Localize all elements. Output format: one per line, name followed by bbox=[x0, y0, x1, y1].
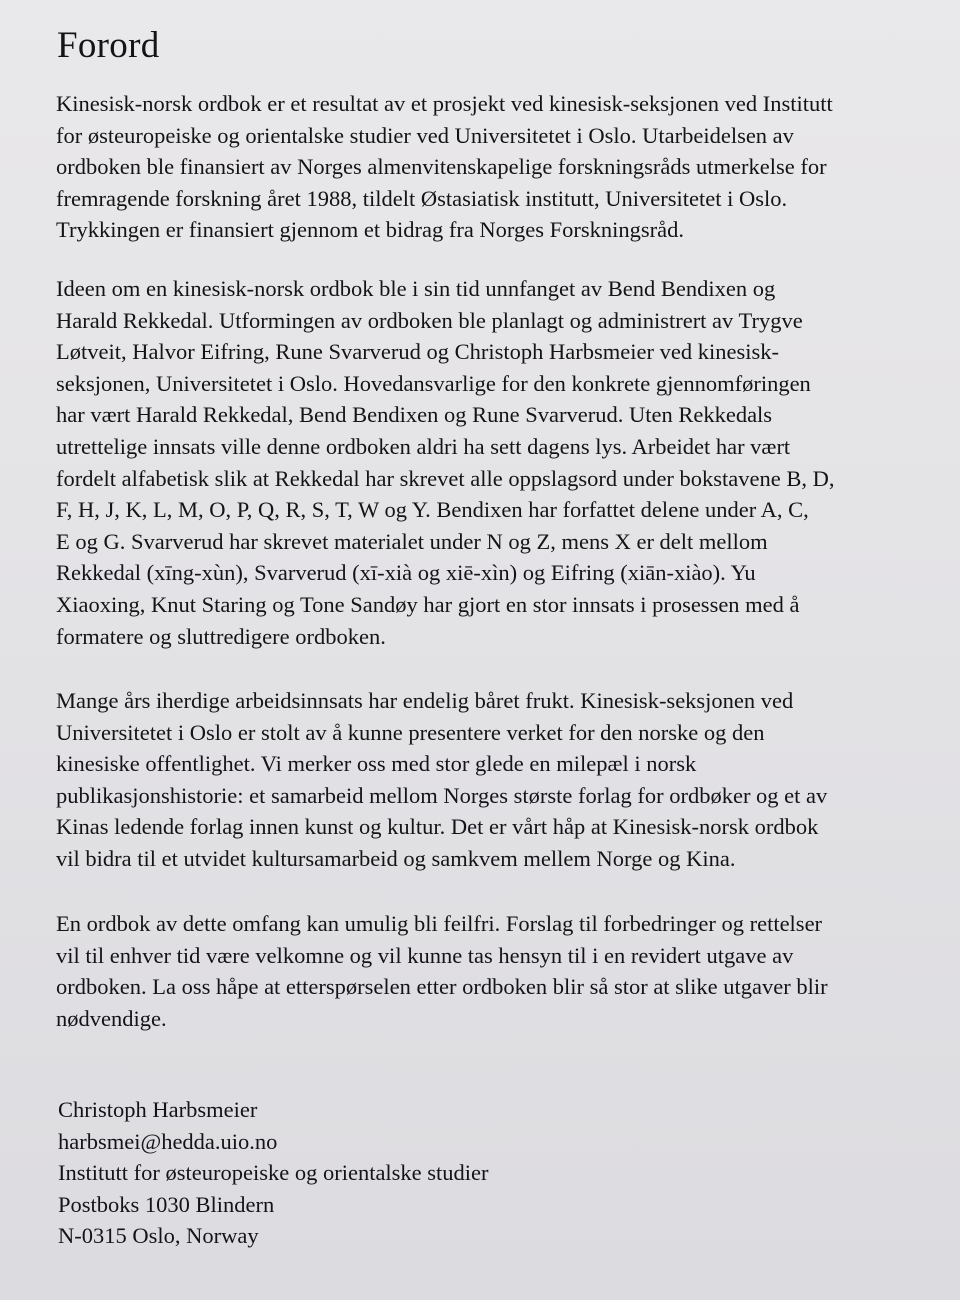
postal-city: N-0315 Oslo, Norway bbox=[58, 1223, 259, 1248]
text-line: Rekkedal (xīng-xùn), Svarverud (xī-xià og xiē-xìn) og Eifring (xiān-xiào). Yu bbox=[56, 560, 756, 586]
text-line: vil til enhver tid være velkomne og vil kunne tas hensyn til i en revidert utgave av bbox=[56, 942, 794, 968]
institution-name: Institutt for østeuropeiske og orientalske studier bbox=[58, 1160, 489, 1185]
postal-box: Postboks 1030 Blindern bbox=[58, 1191, 275, 1217]
text-line: for østeuropeiske og orientalske studier ved Universitetet i Oslo. Utarbeidelsen av bbox=[56, 122, 794, 148]
paragraph-4 bbox=[56, 908, 916, 1034]
text-line: Kinas ledende forlag innen kunst og kultur. Det er vårt håp at Kinesisk-norsk ordbok bbox=[56, 814, 819, 840]
text-line: kinesiske offentlighet. Vi merker oss med stor glede en milepæl i norsk bbox=[56, 751, 697, 777]
text-line: En ordbok av dette omfang kan umulig bli feilfri. Forslag til forbedringer og rettelser bbox=[56, 911, 823, 936]
text-line: har vært Harald Rekkedal, Bend Bendixen og Rune Svarverud. Uten Rekkedals bbox=[56, 402, 773, 428]
text-line: Xiaoxing, Knut Staring og Tone Sandøy har gjort en stor innsats i prosessen med å bbox=[56, 591, 800, 617]
text-line: ordboken ble finansiert av Norges almenvitenskapelige forskningsråds utmerkelse for bbox=[56, 154, 827, 180]
text-line: Ideen om en kinesisk-norsk ordbok ble i sin tid unnfanget av Bend Bendixen og bbox=[56, 276, 776, 301]
paragraph-3 bbox=[56, 685, 916, 875]
text-line: Trykkingen er finansiert gjennom et bidrag fra Norges Forskningsråd. bbox=[56, 217, 685, 243]
text-line: utrettelige innsats ville denne ordboken aldri ha sett dagens lys. Arbeidet har vært bbox=[56, 433, 791, 459]
text-line: E og G. Svarverud har skrevet materialet under N og Z, mens X er delt mellom bbox=[56, 528, 768, 554]
paragraph-1 bbox=[56, 88, 916, 246]
text-line: seksjonen, Universitetet i Oslo. Hovedansvarlige for den konkrete gjennomføringen bbox=[56, 370, 811, 396]
signature-block bbox=[58, 1094, 489, 1252]
text-line: fordelt alfabetisk slik at Rekkedal har skrevet alle oppslagsord under bokstavene B, D, bbox=[56, 465, 835, 491]
page-title: Forord bbox=[57, 25, 160, 66]
text-line: Kinesisk-norsk ordbok er et resultat av et prosjekt ved kinesisk-seksjonen ved Institutt bbox=[56, 91, 833, 116]
text-line: vil bidra til et utvidet kultursamarbeid og samkvem mellem Norge og Kina. bbox=[56, 845, 736, 871]
text-line: nødvendige. bbox=[56, 1005, 167, 1031]
paragraph-2 bbox=[56, 273, 916, 652]
text-line: publikasjonshistorie: et samarbeid mellom Norges største forlag for ordbøker og et av bbox=[56, 782, 828, 808]
text-line: Harald Rekkedal. Utformingen av ordboken ble planlagt og administrert av Trygve bbox=[56, 307, 803, 333]
text-line: ordboken. La oss håpe at etterspørselen etter ordboken blir så stor at slike utgaver blir bbox=[56, 974, 828, 1000]
text-line: F, H, J, K, L, M, O, P, Q, R, S, T, W og Y. Bendixen har forfattet delene under A, C, bbox=[56, 497, 809, 523]
text-line: Løtveit, Halvor Eifring, Rune Svarverud og Christoph Harbsmeier ved kinesisk- bbox=[56, 339, 779, 365]
text-line: fremragende forskning året 1988, tildelt Østasiatisk institutt, Universitetet i Oslo. bbox=[56, 185, 788, 211]
author-email: harbsmei@hedda.uio.no bbox=[58, 1128, 278, 1154]
author-name: Christoph Harbsmeier bbox=[58, 1097, 258, 1122]
text-line: Universitetet i Oslo er stolt av å kunne presentere verket for den norske og den bbox=[56, 719, 765, 745]
text-line: Mange års iherdige arbeidsinnsats har endelig båret frukt. Kinesisk-seksjonen ved bbox=[56, 688, 794, 713]
text-line: formatere og sluttredigere ordboken. bbox=[56, 623, 386, 649]
